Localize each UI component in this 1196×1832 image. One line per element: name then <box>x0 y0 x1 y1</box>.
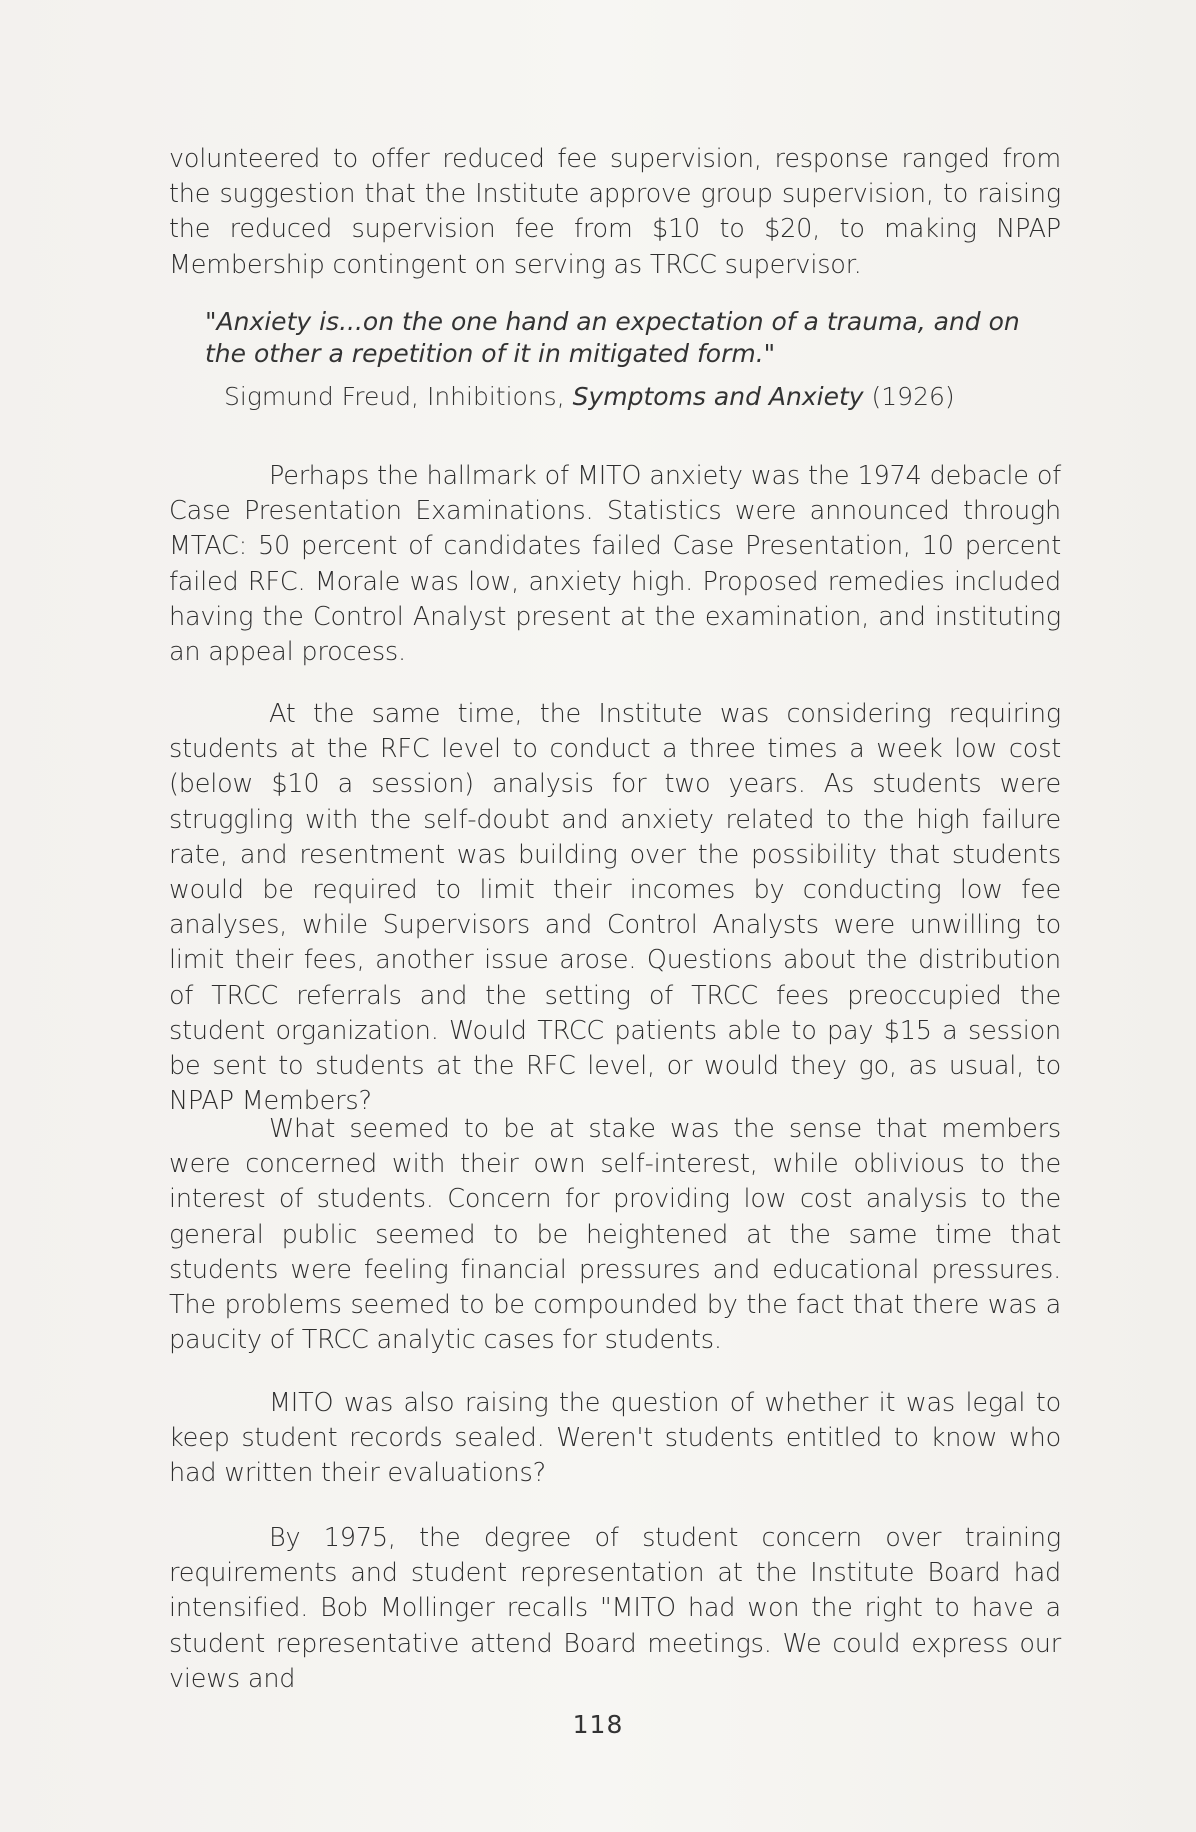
paragraph-3 <box>169 1112 1061 1358</box>
paragraph-1-text: Perhaps the hallmark of MITO anxiety was the 1974 debacle of Case Presentation Examinations. Statistics were announced through MTAC: 50 percent of candidates failed Case Presentation, 10 percent failed RFC. Morale was low, anxiety high. Proposed remedies included having the Control Analyst present at the examination, and instituting an appeal process. <box>169 461 1061 668</box>
paragraph-5 <box>169 1521 1061 1697</box>
epigraph-quote: "Anxiety is...on the one hand an expectation of a trauma, and on the other a repetition of it in mitigated form." <box>205 307 1020 368</box>
attribution-year: (1926) <box>863 382 955 411</box>
paragraph-4 <box>169 1386 1061 1492</box>
paragraph-2 <box>169 697 1061 1119</box>
intro-paragraph <box>169 142 1061 283</box>
paragraph-3-text: What seemed to be at stake was the sense that members were concerned with their own self-interest, while oblivious to the interest of students. Concern for providing low cost analysis to the general public seemed to be heightened at the same time that students were feeling financial pressures and educational pressures. The problems seemed to be compounded by the fact that there was a paucity of TRCC analytic cases for students. <box>169 1114 1061 1356</box>
epigraph-attribution <box>224 381 1044 413</box>
page-number: 118 <box>572 1710 624 1739</box>
attribution-work-title: Symptoms and Anxiety <box>572 382 864 411</box>
paragraph-5-text: By 1975, the degree of student concern over training requirements and student representation at the Institute Board had intensified. Bob Mollinger recalls "MITO had won the right to have a student representative attend Board meetings. We could express our views and <box>169 1523 1061 1694</box>
paragraph-1 <box>169 459 1061 670</box>
paragraph-4-text: MITO was also raising the question of whether it was legal to keep student records sealed. Weren't students entitled to know who had written their evaluations? <box>169 1388 1061 1489</box>
intro-paragraph-text: volunteered to offer reduced fee supervision, response ranged from the suggestion that the Institute approve group supervision, to raising the reduced supervision fee from $10 to $20, to making NPAP Membership contingent on serving as TRCC supervisor. <box>169 144 1061 280</box>
attribution-author: Sigmund Freud, Inhibitions, <box>224 382 573 411</box>
paragraph-2-text: At the same time, the Institute was considering requiring students at the RFC level to conduct a three times a week low cost (below $10 a session) analysis for two years. As students were struggling with the self-doubt and anxiety related to the high failure rate, and resentment was building over the possibility that students would be required to limit their incomes by conducting low fee analyses, while Supervisors and Control Analysts were unwilling to limit their fees, another issue arose. Questions about the distribution of TRCC referrals and the setting of TRCC fees preoccupied the student organization. Would TRCC patients able to pay $15 a session be sent to students at the RFC level, or would they go, as usual, to NPAP Members? <box>169 699 1061 1117</box>
